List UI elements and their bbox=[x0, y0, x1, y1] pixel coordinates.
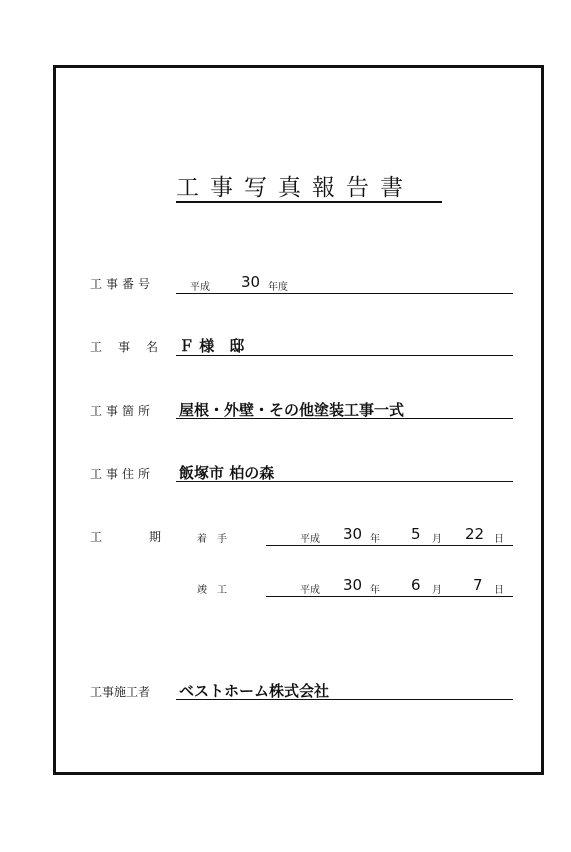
label-contractor: 工事施工者 bbox=[90, 685, 151, 699]
label-project-number: 工事番号 bbox=[90, 277, 155, 291]
start-year: 30 bbox=[343, 525, 363, 543]
document-frame bbox=[53, 65, 544, 775]
start-day: 22 bbox=[465, 525, 485, 543]
end-year-unit: 年 bbox=[370, 585, 380, 596]
start-day-unit: 日 bbox=[494, 534, 504, 545]
start-underline bbox=[266, 545, 513, 546]
number-year-suffix: 年度 bbox=[268, 282, 288, 293]
label-period-right: 期 bbox=[149, 530, 166, 544]
end-year: 30 bbox=[343, 576, 363, 594]
end-day-unit: 日 bbox=[494, 585, 504, 596]
end-era: 平成 bbox=[300, 585, 320, 596]
name-underline bbox=[176, 355, 513, 356]
number-year: 30 bbox=[241, 273, 261, 291]
label-project-name: 工 事 名 bbox=[90, 340, 161, 354]
project-name-value: Ｆ 様 邸 bbox=[179, 337, 245, 355]
number-era: 平成 bbox=[190, 282, 210, 293]
contractor-value: ベストホーム株式会社 bbox=[179, 682, 330, 700]
project-address-value: 飯塚市 柏の森 bbox=[179, 464, 275, 482]
contractor-underline bbox=[176, 699, 513, 700]
document-title: 工事写真報告書 bbox=[176, 175, 414, 201]
end-day: 7 bbox=[473, 576, 483, 594]
end-underline bbox=[266, 596, 513, 597]
address-underline bbox=[176, 481, 513, 482]
label-period-left: 工 bbox=[90, 530, 107, 544]
end-month: 6 bbox=[411, 576, 421, 594]
start-era: 平成 bbox=[300, 534, 320, 545]
project-location-value: 屋根・外壁・その他塗装工事一式 bbox=[179, 401, 405, 419]
end-month-unit: 月 bbox=[432, 585, 442, 596]
start-year-unit: 年 bbox=[370, 534, 380, 545]
number-underline bbox=[176, 293, 513, 294]
start-month-unit: 月 bbox=[432, 534, 442, 545]
start-label: 着 手 bbox=[197, 534, 227, 545]
start-month: 5 bbox=[411, 525, 421, 543]
location-underline bbox=[176, 418, 513, 419]
label-project-location: 工事箇所 bbox=[90, 404, 155, 418]
label-project-address: 工事住所 bbox=[90, 467, 155, 481]
title-underline bbox=[176, 201, 442, 203]
end-label: 竣 工 bbox=[197, 585, 227, 596]
